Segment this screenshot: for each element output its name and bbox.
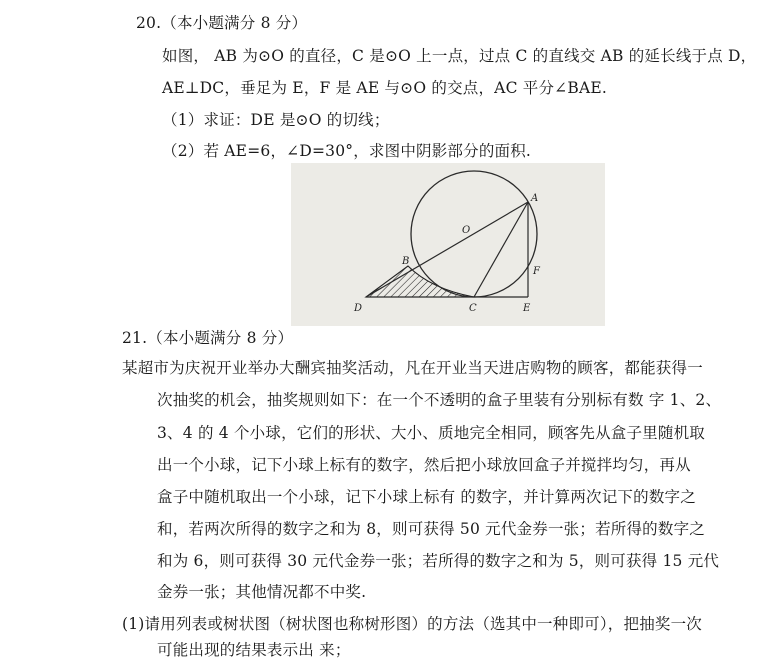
shaded-region <box>366 266 474 297</box>
q20-part1: （1）求证：DE 是⊙O 的切线； <box>162 111 390 129</box>
label-b: B <box>402 256 410 267</box>
q21-line-3: 3、4 的 4 个小球，它们的形状、大小、质地完全相同，顾客先从盒子里随机取 <box>157 424 705 442</box>
line-da <box>366 202 528 297</box>
q21-line-7: 和为 6，则可获得 30 元代金券一张；若所得的数字之和为 5，则可获得 15 元代 <box>157 552 720 570</box>
q20-stem-line1: 如图， AB 为⊙O 的直径，C 是⊙O 上一点，过点 C 的直线交 AB 的延长线于点 D， <box>162 47 757 65</box>
q21-line-8: 金券一张；其他情况都不中奖. <box>157 583 367 601</box>
q21-line-1: 某超市为庆祝开业举办大酬宾抽奖活动，凡在开业当天进店购物的顾客，都能获得一 <box>122 359 703 377</box>
q21-line-2: 次抽奖的机会，抽奖规则如下：在一个不透明的盒子里装有分别标有数 字 1、2、 <box>157 391 722 409</box>
q21-part1-line1: (1)请用列表或树状图（树状图也称树形图）的方法（选其中一种即可），把抽奖一次 <box>122 615 703 633</box>
circle-tangent-diagram <box>291 163 605 326</box>
label-d: D <box>354 303 363 314</box>
label-e: E <box>523 303 531 314</box>
q21-part1-line2: 可能出现的结果表示出 来； <box>157 641 351 659</box>
label-a: A <box>531 193 539 204</box>
q21-line-4: 出一个小球，记下小球上标有的数字，然后把小球放回盒子并搅拌均匀，再从 <box>157 456 691 474</box>
label-c: C <box>469 303 477 314</box>
line-ac <box>474 202 528 297</box>
q21-header: 21.（本小题满分 8 分） <box>122 329 294 347</box>
q21-line-6: 和，若两次所得的数字之和为 8，则可获得 50 元代金券一张；若所得的数字之 <box>157 520 705 538</box>
q20-header: 20.（本小题满分 8 分） <box>136 14 308 32</box>
q21-line-5: 盒子中随机取出一个小球，记下小球上标有 的数字，并计算两次记下的数字之 <box>157 488 696 506</box>
q20-part2: （2）若 AE=6，∠D=30°，求图中阴影部分的面积. <box>162 142 532 160</box>
label-f: F <box>533 266 540 277</box>
q20-figure <box>291 163 605 326</box>
label-o: O <box>462 225 471 236</box>
q20-stem-line2: AE⊥DC，垂足为 E，F 是 AE 与⊙O 的交点，AC 平分∠BAE. <box>162 79 607 97</box>
